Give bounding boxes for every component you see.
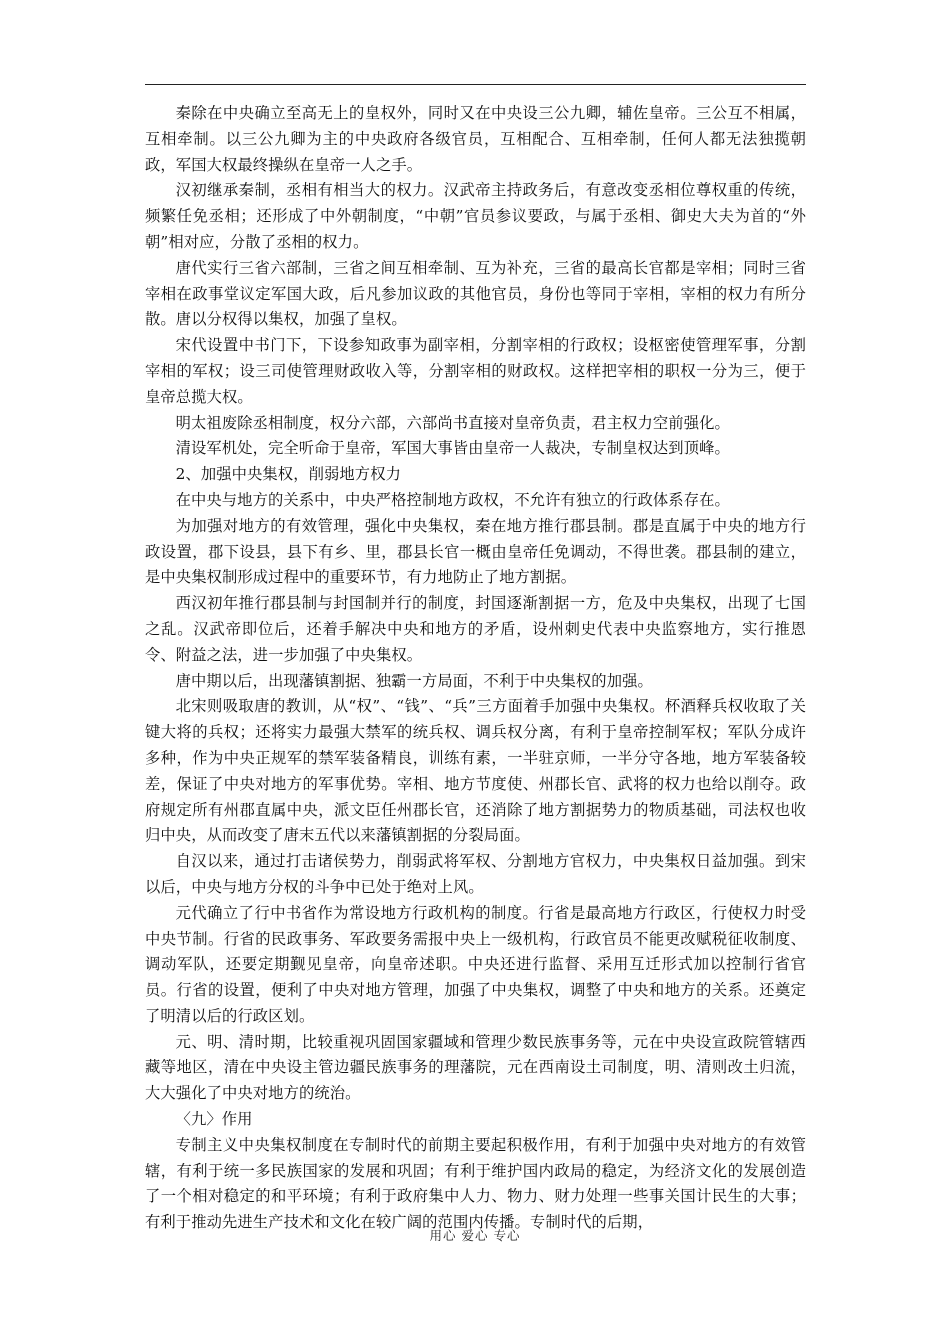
page-footer: 用心 爱心 专心 bbox=[429, 1228, 521, 1243]
paragraph-song-chancellor-split: 宋代设置中书门下，下设参知政事为副宰相，分割宰相的行政权；设枢密使管理军事，分割宰相的军权；设三司使管理财政收入等，分割宰相的财政权。这样把宰相的职权一分为三，便于皇帝总揽大权。 bbox=[145, 336, 806, 406]
paragraph-since-han: 自汉以来，通过打击诸侯势力，削弱武将军权、分割地方官权力，中央集权日益加强。到宋以后，中央与地方分权的斗争中已处于绝对上风。 bbox=[145, 852, 806, 896]
paragraph-tang-three-departments: 唐代实行三省六部制，三省之间互相牵制、互为补充，三省的最高长官都是宰相；同时三省宰相在政事堂议定军国大政，后凡参加议政的其他官员，身份也等同于宰相，宰相的权力有所分散。唐以分权得以集权，加强了皇权。 bbox=[145, 258, 806, 329]
paragraph-ming-abolition: 明太祖废除丞相制度，权分六部，六部尚书直接对皇帝负责，君主权力空前强化。 bbox=[175, 413, 730, 432]
paragraph-central-local-relation: 在中央与地方的关系中，中央严格控制地方政权，不允许有独立的行政体系存在。 bbox=[175, 490, 730, 509]
paragraph-yuan-ming-qing: 元、明、清时期，比较重视巩固国家疆域和管理少数民族事务等，元在中央设宣政院管辖西藏等地区，清在中央设主管边疆民族事务的理藩院，元在西南设土司制度，明、清则改土归流，大大强化了中央对地方的统治。 bbox=[145, 1032, 806, 1103]
paragraph-yuan-province: 元代确立了行中书省作为常设地方行政机构的制度。行省是最高地方行政区，行使权力时受中央节制。行省的民政事务、军政要务需报中央上一级机构，行政官员不能更改赋税征收制度、调动军队，还要定期觐见皇帝，向皇帝述职。中央还进行监督、采用互迁形式加以控制行省官员。行省的设置，便利了中央对地方管理，加强了中央集权，调整了中央和地方的关系。还奠定了明清以后的行政区划。 bbox=[145, 903, 806, 1025]
paragraph-western-han: 西汉初年推行郡县制与封国制并行的制度，封国逐渐割据一方，危及中央集权，出现了七国之乱。汉武帝即位后，还着手解决中央和地方的矛盾，设州刺史代表中央监察地方，实行推恩令、附益之法，进一步加强了中央集权。 bbox=[145, 594, 806, 664]
document-body bbox=[145, 101, 806, 1236]
paragraph-han-chancellor: 汉初继承秦制，丞相有相当大的权力。汉武帝主持政务后，有意改变丞相位尊权重的传统，频繁任免丞相；还形成了中外朝制度，“中朝”官员参议要政，与属于丞相、御史大夫为首的“外朝”相对应，分散了丞相的权力。 bbox=[145, 181, 806, 251]
paragraph-qin-central-officials: 秦除在中央确立至高无上的皇权外，同时又在中央设三公九卿，辅佐皇帝。三公互不相属，互相牵制。以三公九卿为主的中央政府各级官员，互相配合、互相牵制，任何人都无法独揽朝政，军国大权最终操纵在皇帝一人之手。 bbox=[145, 104, 806, 174]
paragraph-effects: 专制主义中央集权制度在专制时代的前期主要起积极作用，有利于加强中央对地方的有效管辖，有利于统一多民族国家的发展和巩固；有利于维护国内政局的稳定，为经济文化的发展创造了一个相对稳定的和平环境；有利于政府集中人力、物力、财力处理一些事关国计民生的大事；有利于推动先进生产技术和文化在较广阔的范围内传播。专制时代的后期， bbox=[145, 1135, 806, 1232]
paragraph-mid-tang: 唐中期以后，出现藩镇割据、独霸一方局面，不利于中央集权的加强。 bbox=[175, 671, 653, 690]
paragraph-qin-commandery: 为加强对地方的有效管理，强化中央集权，秦在地方推行郡县制。郡是直属于中央的地方行政设置，郡下设县，县下有乡、里，郡县长官一概由皇帝任免调动，不得世袭。郡县制的建立，是中央集权制形成过程中的重要环节，有力地防止了地方割据。 bbox=[145, 516, 806, 587]
paragraph-qing-grand-council: 清设军机处，完全听命于皇帝，军国大事皆由皇帝一人裁决，专制皇权达到顶峰。 bbox=[175, 439, 730, 458]
paragraph-northern-song: 北宋则吸取唐的教训，从“权”、“钱”、“兵”三方面着手加强中央集权。杯酒释兵权收取了关键大将的兵权；还将实力最强大禁军的统兵权、调兵权分离，有利于皇帝控制军权；军队分成许多种，作为中央正规军的禁军装备精良，训练有素，一半驻京师，一半分守各地，地方军装备较差，保证了中央对地方的军事优势。宰相、地方节度使、州郡长官、武将的权力也给以削夺。政府规定所有州郡直属中央，派文臣任州郡长官，还消除了地方割据势力的物质基础，司法权也收归中央，从而改变了唐末五代以来藩镇割据的分裂局面。 bbox=[145, 697, 806, 845]
header-rule bbox=[145, 84, 806, 85]
section-heading-effects: 〈九〉作用 bbox=[175, 1110, 253, 1129]
section-heading-central-local: 2、加强中央集权，削弱地方权力 bbox=[175, 465, 401, 484]
